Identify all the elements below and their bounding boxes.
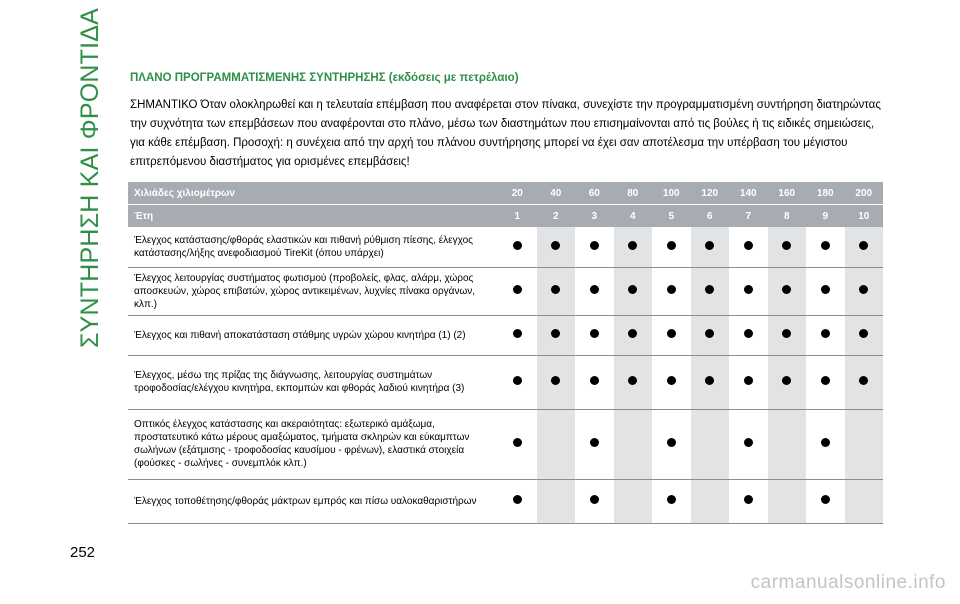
interval-cell — [537, 227, 576, 267]
year-header-cell: 7 — [729, 205, 768, 228]
operation-description: Έλεγχος κατάστασης/φθοράς ελαστικών και πιθανή ρύθμιση πίεσης, έλεγχος κατάστασης/λήξης ανεφοδιασμού TireKit (όπου υπάρχει) — [128, 227, 498, 267]
km-header-cell: 140 — [729, 182, 768, 205]
schedule-row — [128, 479, 883, 523]
check-dot-icon — [744, 285, 753, 294]
km-header-cell: 40 — [537, 182, 576, 205]
interval-cell — [768, 227, 807, 267]
check-dot-icon — [782, 376, 791, 385]
interval-cell — [575, 355, 614, 409]
interval-cell — [845, 227, 884, 267]
interval-cell — [729, 355, 768, 409]
check-dot-icon — [821, 241, 830, 250]
check-dot-icon — [821, 329, 830, 338]
interval-cell — [691, 479, 730, 523]
check-dot-icon — [590, 376, 599, 385]
check-dot-icon — [628, 329, 637, 338]
interval-cell — [652, 479, 691, 523]
interval-cell — [691, 409, 730, 479]
year-header-cell: 6 — [691, 205, 730, 228]
km-header-cell: 180 — [806, 182, 845, 205]
interval-cell — [806, 409, 845, 479]
interval-cell — [729, 409, 768, 479]
operation-description: Έλεγχος τοποθέτησης/φθοράς μάκτρων εμπρός και πίσω υαλοκαθαριστήρων — [128, 479, 498, 523]
interval-cell — [845, 267, 884, 315]
check-dot-icon — [513, 495, 522, 504]
check-dot-icon — [744, 376, 753, 385]
check-dot-icon — [513, 438, 522, 447]
year-header-cell: 9 — [806, 205, 845, 228]
interval-cell — [575, 479, 614, 523]
check-dot-icon — [744, 438, 753, 447]
check-dot-icon — [821, 495, 830, 504]
check-dot-icon — [821, 285, 830, 294]
schedule-row — [128, 267, 883, 315]
interval-cell — [845, 355, 884, 409]
interval-cell — [729, 227, 768, 267]
km-header-cell: 200 — [845, 182, 884, 205]
check-dot-icon — [590, 241, 599, 250]
km-header-cell: 60 — [575, 182, 614, 205]
check-dot-icon — [705, 241, 714, 250]
interval-cell — [537, 479, 576, 523]
interval-cell — [845, 315, 884, 355]
interval-cell — [652, 315, 691, 355]
check-dot-icon — [590, 329, 599, 338]
interval-cell — [806, 315, 845, 355]
operation-description: Έλεγχος και πιθανή αποκατάσταση στάθμης υγρών χώρου κινητήρα (1) (2) — [128, 315, 498, 355]
interval-cell — [537, 355, 576, 409]
check-dot-icon — [590, 438, 599, 447]
interval-cell — [537, 315, 576, 355]
site-watermark: carmanualsonline.info — [750, 572, 946, 593]
check-dot-icon — [821, 376, 830, 385]
check-dot-icon — [859, 241, 868, 250]
check-dot-icon — [667, 329, 676, 338]
schedule-row — [128, 227, 883, 267]
check-dot-icon — [667, 438, 676, 447]
check-dot-icon — [859, 376, 868, 385]
schedule-row — [128, 315, 883, 355]
section-heading: ΠΛΑΝΟ ΠΡΟΓΡΑΜΜΑΤΙΣΜΕΝΗΣ ΣΥΝΤΗΡΗΣΗΣ (εκδόσεις με πετρέλαιο) — [130, 72, 519, 84]
interval-cell — [652, 355, 691, 409]
interval-cell — [806, 355, 845, 409]
km-header-label: Χιλιάδες χιλιομέτρων — [128, 182, 498, 205]
km-header-cell: 80 — [614, 182, 653, 205]
interval-cell — [614, 355, 653, 409]
check-dot-icon — [744, 329, 753, 338]
schedule-body — [128, 227, 883, 523]
interval-cell — [768, 315, 807, 355]
check-dot-icon — [667, 285, 676, 294]
interval-cell — [845, 409, 884, 479]
interval-cell — [652, 409, 691, 479]
interval-cell — [575, 227, 614, 267]
interval-cell — [537, 267, 576, 315]
check-dot-icon — [590, 495, 599, 504]
years-header-label: Έτη — [128, 205, 498, 228]
interval-cell — [806, 479, 845, 523]
interval-cell — [537, 409, 576, 479]
km-header-cell: 120 — [691, 182, 730, 205]
interval-cell — [614, 479, 653, 523]
check-dot-icon — [821, 438, 830, 447]
interval-cell — [768, 267, 807, 315]
check-dot-icon — [628, 241, 637, 250]
year-header-cell: 10 — [845, 205, 884, 228]
km-header-cell: 20 — [498, 182, 537, 205]
schedule-row — [128, 355, 883, 409]
km-header-cell: 160 — [768, 182, 807, 205]
check-dot-icon — [551, 241, 560, 250]
operation-description: Οπτικός έλεγχος κατάστασης και ακεραιότητας: εξωτερικό αμάξωμα, προστατευτικό κάτω μέρους αμαξώματος, τμήματα σκληρών και εύκαμπτων σωλήνων (εξάτμισης - τροφοδοσίας καυσίμου - φρένων), ελαστικά στοιχεία (φούσκες - σωλήνες - συνεμπλόκ κλπ.) — [128, 409, 498, 479]
check-dot-icon — [513, 376, 522, 385]
interval-cell — [691, 355, 730, 409]
interval-cell — [652, 267, 691, 315]
check-dot-icon — [551, 329, 560, 338]
interval-cell — [614, 227, 653, 267]
check-dot-icon — [628, 285, 637, 294]
interval-cell — [498, 409, 537, 479]
check-dot-icon — [705, 329, 714, 338]
interval-cell — [729, 479, 768, 523]
interval-cell — [768, 355, 807, 409]
operation-description: Έλεγχος, μέσω της πρίζας της διάγνωσης, λειτουργίας συστημάτων τροφοδοσίας/ελέγχου κινητήρα, εκπομπών και φθοράς λαδιού κινητήρα (3) — [128, 355, 498, 409]
interval-cell — [691, 227, 730, 267]
interval-cell — [845, 479, 884, 523]
interval-cell — [498, 479, 537, 523]
interval-cell — [614, 409, 653, 479]
interval-cell — [614, 267, 653, 315]
interval-cell — [729, 267, 768, 315]
check-dot-icon — [782, 241, 791, 250]
km-header-cell: 100 — [652, 182, 691, 205]
maintenance-schedule-table — [128, 182, 883, 524]
check-dot-icon — [667, 495, 676, 504]
check-dot-icon — [551, 285, 560, 294]
year-header-cell: 3 — [575, 205, 614, 228]
check-dot-icon — [513, 329, 522, 338]
operation-description: Έλεγχος λειτουργίας συστήματος φωτισμού (προβολείς, φλας, αλάρμ, χώρος αποσκευών, χώρος επιβατών, χώρος αντικειμένων, λυχνίες πίνακα οργάνων, κλπ.) — [128, 267, 498, 315]
check-dot-icon — [551, 376, 560, 385]
section-side-title: ΣΥΝΤΗΡΗΣΗ ΚΑΙ ΦΡΟΝΤΙΔΑ — [76, 7, 104, 348]
interval-cell — [498, 227, 537, 267]
interval-cell — [652, 227, 691, 267]
interval-cell — [729, 315, 768, 355]
year-header-cell: 1 — [498, 205, 537, 228]
check-dot-icon — [590, 285, 599, 294]
interval-cell — [575, 315, 614, 355]
year-header-cell: 2 — [537, 205, 576, 228]
interval-cell — [768, 479, 807, 523]
check-dot-icon — [782, 329, 791, 338]
interval-cell — [498, 315, 537, 355]
check-dot-icon — [705, 285, 714, 294]
interval-cell — [806, 267, 845, 315]
interval-cell — [691, 267, 730, 315]
interval-cell — [691, 315, 730, 355]
year-header-cell: 8 — [768, 205, 807, 228]
page-number: 252 — [70, 544, 96, 561]
interval-cell — [498, 267, 537, 315]
check-dot-icon — [705, 376, 714, 385]
years-header-row — [128, 205, 883, 228]
check-dot-icon — [667, 376, 676, 385]
check-dot-icon — [744, 241, 753, 250]
year-header-cell: 4 — [614, 205, 653, 228]
schedule-row — [128, 409, 883, 479]
interval-cell — [575, 267, 614, 315]
check-dot-icon — [628, 376, 637, 385]
year-header-cell: 5 — [652, 205, 691, 228]
interval-cell — [498, 355, 537, 409]
interval-cell — [614, 315, 653, 355]
check-dot-icon — [859, 285, 868, 294]
km-header-row — [128, 182, 883, 205]
interval-cell — [806, 227, 845, 267]
check-dot-icon — [513, 241, 522, 250]
check-dot-icon — [782, 285, 791, 294]
interval-cell — [575, 409, 614, 479]
check-dot-icon — [859, 329, 868, 338]
check-dot-icon — [667, 241, 676, 250]
check-dot-icon — [744, 495, 753, 504]
check-dot-icon — [513, 285, 522, 294]
interval-cell — [768, 409, 807, 479]
intro-paragraph: ΣΗΜΑΝΤΙΚΟ Όταν ολοκληρωθεί και η τελευταία επέμβαση που αναφέρεται στον πίνακα, συνεχίστε την προγραμματισμένη συντήρηση διατηρώντας την συχνότητα των επεμβάσεων που αναφέρονται στο πλάνο, μέσω των διαστημάτων που επισημαίνονται από τις βούλες ή τις ειδικές σημειώσεις, για κάθε επέμβαση. Προσοχή: η συνέχεια από την αρχή του πλάνου συντήρησης μπορεί να έχει σαν αποτέλεσμα την υπέρβαση του μέγιστου επιτρεπόμενου διαστήματος για ορισμένες επεμβάσεις! — [130, 99, 881, 168]
